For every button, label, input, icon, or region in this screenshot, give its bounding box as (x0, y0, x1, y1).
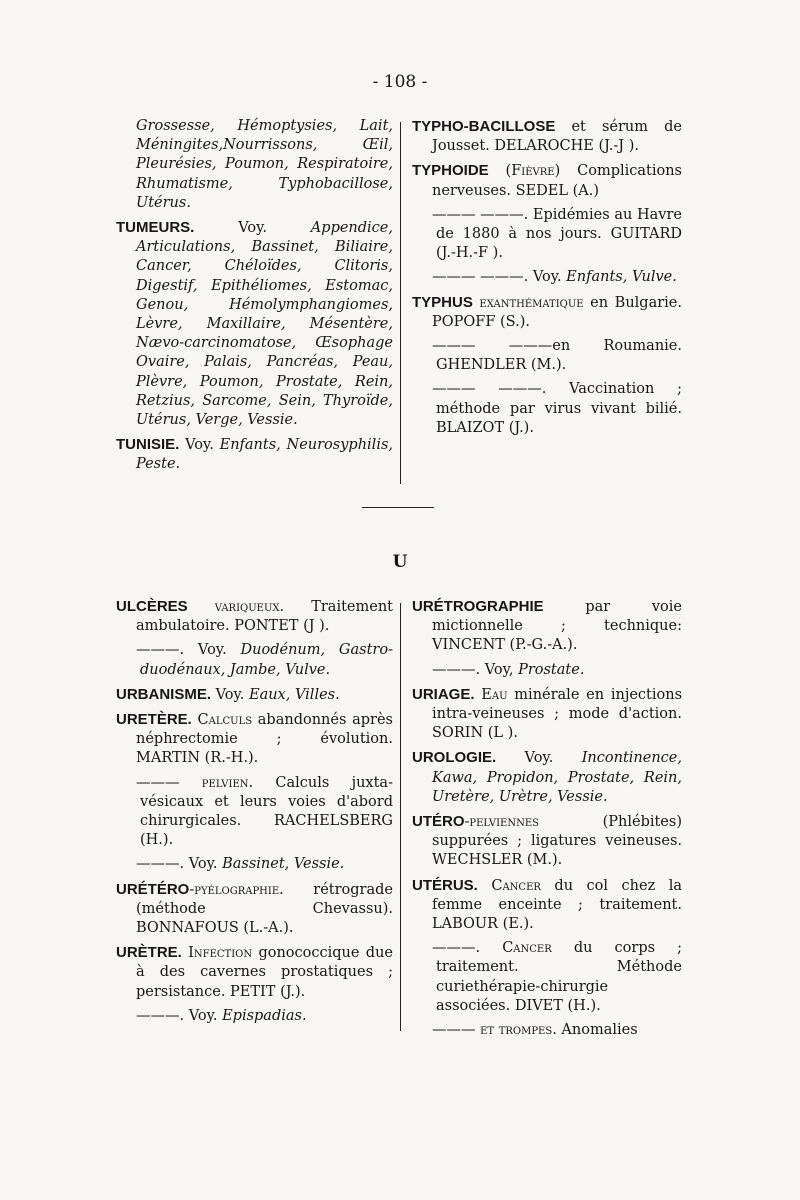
entry-heading: URÉTROGRAPHIE (412, 598, 544, 615)
entry-text: en Bulgarie. POPOFF (S.). (432, 294, 682, 330)
index-entry (412, 597, 682, 656)
entry-text: et sérum de Jousset. DELAROCHE (J.-J ). (432, 119, 682, 155)
continued-entry: Grossesse, Hémoptysies, Lait, Méningites,Nourrissons, Œil, Pleurésies, Poumon, Respiratoire, Rhumatisme, Typhobacillose, Utérus. (136, 118, 393, 211)
entry-text: ———. Voy, (432, 661, 514, 678)
entry-refs: Epispadias. (217, 1007, 307, 1024)
sub-entry (116, 1007, 393, 1026)
index-entry (412, 876, 682, 935)
entry-qualifier: (Fièvre) (488, 163, 561, 180)
entry-heading: URIAGE. (412, 685, 475, 703)
column-right-bottom (412, 597, 682, 1045)
entry-qualifier: variqueux. (187, 599, 285, 615)
sub-entry (116, 855, 393, 874)
index-entry (116, 218, 393, 430)
entry-refs: Appendice, Articulations, Bassinet, Biliaire, Cancer, Chéloïdes, Clitoris, Digestif, Epithéliomes, Estomac, Genou, Hémolymphangiomes, Lèvre, Maxillaire, Mésentère, Nævo-carcinomatose, Œsophage Ovaire, Palais, Pancréas, Peau, Plèvre, Poumon, Prostate, Rein, Retzius, Sarcome, Sein, Thyroïde, Utérus, Verge, Vessie. (136, 220, 393, 429)
entry-text: Voy. (211, 686, 245, 703)
index-entry (412, 748, 682, 807)
entry-qualifier: pelvien. (179, 774, 254, 791)
sub-entry: ——— ———. Vaccination ; méthode par virus vivant bilié. BLAIZOT (J.). (432, 381, 682, 436)
sub-entry (412, 268, 682, 287)
entry-qualifier: -pyélographie. (189, 881, 284, 898)
entry-text: gonococcique due à des cavernes prostatiques ; persistance. PETIT (J.). (136, 945, 394, 1000)
entry-refs: Incontinence, Kawa, Propidon, Prostate, Rein, Uretère, Urètre, Vessie. (432, 750, 682, 805)
entry-text: Traitement ambulatoire. PONTET (J ). (136, 599, 393, 635)
entry-heading: TYPHUS (412, 293, 473, 311)
entry-text: abandonnés après néphrectomie ; évolution. MARTIN (R.-H.). (136, 712, 393, 767)
entry-heading: UTÉRO (412, 813, 465, 831)
entry-text: Voy. (179, 437, 214, 454)
index-entry (116, 597, 393, 636)
entry-text: (Phlébites) suppurées ; ligatures veineuses. WECHSLER (M.). (432, 814, 682, 869)
entry-text: du corps ; traitement. Méthode curiethérapie-chirurgie associées. DIVET (H.). (436, 940, 683, 1014)
entry-text: Anomalies (556, 1022, 638, 1039)
index-entry (116, 943, 393, 1002)
section-rule (362, 507, 434, 508)
entry-qualifier: exanthématique (472, 294, 584, 311)
entry-heading: TYPHOIDE (412, 162, 489, 180)
entry-qualifier: Calculs (191, 712, 253, 729)
entry-heading: URÉTÉRO (116, 880, 190, 898)
index-entry (412, 812, 682, 871)
entry-text: ———. Voy. (136, 856, 218, 873)
entry-text: par voie mictionnelle ; technique: VINCENT (P.-G.-A.). (432, 599, 682, 654)
column-divider-top (400, 122, 401, 484)
index-entry (116, 685, 393, 705)
entry-qualifier: -pelviennes (464, 814, 540, 831)
sub-entry (412, 1021, 682, 1040)
sub-entry (116, 774, 393, 851)
index-entry (116, 880, 393, 939)
entry-refs: Eaux, Villes. (244, 686, 340, 703)
entry-heading: URBANISME. (116, 685, 212, 703)
entry-refs: Bassinet, Vessie. (217, 856, 345, 873)
sub-entry: ——— ———en Roumanie. GHENDLER (M.). (432, 338, 682, 374)
entry-text: Calculs juxta-vésicaux et leurs voies d'abord chirurgicales. RACHELSBERG (H.). (140, 774, 393, 849)
entry-refs: Prostate. (513, 661, 585, 678)
entry-text: du col chez la femme enceinte ; traitement. LABOUR (E.). (432, 877, 683, 933)
index-entry (116, 710, 393, 769)
entry-text: ——— (432, 1022, 476, 1039)
entry-heading: URETÈRE. (116, 711, 192, 729)
index-entry (412, 685, 682, 744)
entry-qualifier: Cancer (480, 940, 552, 957)
entry-qualifier: et trompes. (475, 1022, 557, 1039)
entry-heading: TUMEURS. (116, 219, 195, 237)
entry-text: Voy. (194, 220, 267, 237)
entry-text: rétrograde (méthode Chevassu). BONNAFOUS (L.-A.). (136, 881, 393, 937)
entry-text: ———. (432, 940, 481, 957)
entry-refs: Duodénum, Gastro-duodénaux, Jambe, Vulve. (140, 642, 393, 678)
index-entry (412, 117, 682, 156)
entry-text: Complications nerveuses. SEDEL (A.) (432, 163, 682, 199)
entry-text: ——— (136, 774, 180, 791)
index-entry (412, 293, 682, 332)
entry-text: minérale en injections intra-veineuses ; mode d'action. SORIN (L ). (432, 686, 683, 742)
column-divider-bottom (400, 603, 401, 1031)
entry-heading: UTÉRUS. (412, 876, 478, 894)
column-right-top (412, 117, 682, 443)
entry-heading: URÈTRE. (116, 944, 182, 962)
section-letter: U (392, 552, 408, 572)
page-number: - 108 - (372, 72, 428, 92)
entry-heading: UROLOGIE. (412, 749, 497, 767)
index-entry (412, 161, 682, 200)
entry-heading: ULCÈRES (116, 598, 188, 615)
sub-entry (116, 641, 393, 679)
entry-heading: TYPHO-BACILLOSE (412, 118, 556, 135)
column-left-bottom (116, 597, 393, 1031)
entry-refs: Enfants, Neurosyphilis, Peste. (136, 437, 394, 473)
sub-entry (412, 939, 682, 1016)
entry-qualifier: Cancer (477, 877, 541, 894)
entry-qualifier: Eau (474, 686, 508, 703)
sub-entry: ——— ———. Epidémies au Havre de 1880 à nos jours. GUITARD (J.-H.-F ). (432, 206, 682, 262)
column-left-top (116, 117, 393, 480)
entry-heading: TUNISIE. (116, 436, 180, 454)
index-entry (116, 435, 393, 474)
entry-text: Voy. (496, 750, 554, 767)
entry-text: ———. Voy. (136, 1007, 218, 1024)
entry-text: ——— ———. Voy. (432, 269, 562, 286)
entry-text: ———. Voy. (136, 642, 227, 659)
entry-refs: Enfants, Vulve. (561, 269, 677, 286)
entry-qualifier: Infection (181, 945, 253, 962)
sub-entry (412, 661, 682, 680)
